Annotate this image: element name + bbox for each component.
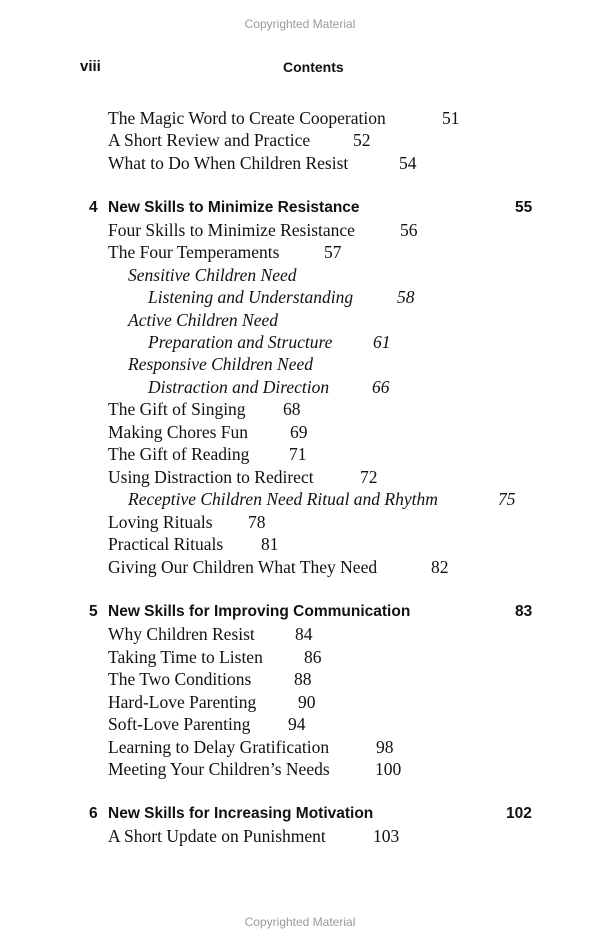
copyright-watermark-bottom: Copyrighted Material: [244, 915, 356, 929]
toc-entry-title: A Short Review and Practice: [108, 130, 311, 150]
toc-entry-title: Listening and Understanding: [148, 287, 354, 307]
toc-entry-title: Taking Time to Listen: [108, 647, 263, 667]
toc-entry: [108, 758, 402, 780]
toc-entry-title: The Gift of Singing: [108, 399, 246, 419]
toc-entry-title: Soft-Love Parenting: [108, 714, 251, 734]
chapter-title: New Skills for Improving Communication: [108, 603, 411, 620]
toc-entry: [108, 556, 449, 578]
toc-entry-title: What to Do When Children Resist: [108, 153, 349, 173]
toc-entry-page: 56: [400, 220, 418, 240]
chapter-title: New Skills for Increasing Motivation: [108, 805, 374, 822]
toc-entry-title: Hard-Love Parenting: [108, 692, 257, 712]
toc-entry-page: 86: [304, 647, 322, 667]
toc-entry-page: 51: [442, 108, 460, 128]
toc-entry: [108, 533, 279, 555]
toc-entry-page: 68: [283, 399, 301, 419]
toc-entry-page: 58: [397, 287, 415, 307]
toc-subentry: [128, 488, 516, 510]
toc-entry-page: 72: [360, 467, 378, 487]
running-head: Contents: [283, 59, 344, 75]
toc-entry-page: 52: [353, 130, 371, 150]
chapter-page: 83: [515, 603, 533, 620]
toc-entry: [108, 736, 394, 758]
toc-subentry: [128, 353, 313, 375]
toc-entry-page: 57: [324, 242, 342, 262]
toc-subentry: [148, 376, 390, 398]
chapter-number: 4: [89, 199, 98, 216]
toc-entry: [108, 511, 266, 533]
toc-entry-title: Active Children Need: [128, 310, 278, 330]
toc-entry: [108, 129, 371, 151]
toc-entry-page: 82: [431, 557, 449, 577]
toc-entry-title: Meeting Your Children’s Needs: [108, 759, 330, 779]
chapter-number: 6: [89, 805, 98, 822]
toc-entry: [108, 219, 418, 241]
toc-entry-title: The Two Conditions: [108, 669, 252, 689]
toc-entry-page: 66: [372, 377, 390, 397]
chapter-page: 102: [506, 805, 532, 822]
chapter-page: 55: [515, 199, 533, 216]
toc-entry-page: 71: [289, 444, 307, 464]
toc-entry-title: Making Chores Fun: [108, 422, 248, 442]
toc-entry: [108, 107, 460, 129]
toc-entry-page: 90: [298, 692, 316, 712]
toc-subentry: [148, 286, 415, 308]
toc-entry-page: 81: [261, 534, 279, 554]
toc-entry-page: 98: [376, 737, 394, 757]
toc-entry-page: 103: [373, 826, 400, 846]
toc-entry-title: Distraction and Direction: [148, 377, 330, 397]
toc-entry: [108, 646, 322, 668]
toc-entry-page: 78: [248, 512, 266, 532]
toc-entry-title: Responsive Children Need: [128, 354, 314, 374]
toc-entry-title: Giving Our Children What They Need: [108, 557, 378, 577]
toc-entry: [108, 713, 306, 735]
toc-entry-page: 69: [290, 422, 308, 442]
toc-entry: [108, 466, 378, 488]
chapter-title: New Skills to Minimize Resistance: [108, 199, 360, 216]
toc-entry-title: Why Children Resist: [108, 624, 255, 644]
toc-entry-title: The Magic Word to Create Cooperation: [108, 108, 386, 128]
toc-entry: [108, 152, 417, 174]
toc-entry: [108, 668, 312, 690]
toc-entry-title: Using Distraction to Redirect: [108, 467, 314, 487]
chapter-number: 5: [89, 603, 98, 620]
toc-entry-title: Four Skills to Minimize Resistance: [108, 220, 355, 240]
toc-entry-title: Loving Rituals: [108, 512, 213, 532]
toc-entry: [108, 825, 400, 847]
toc-entry-page: 75: [498, 489, 516, 509]
toc-subentry: [148, 331, 391, 353]
toc-entry-page: 94: [288, 714, 306, 734]
copyright-watermark-top: Copyrighted Material: [244, 17, 356, 31]
toc-entry: [108, 691, 316, 713]
toc-entry-page: 61: [373, 332, 391, 352]
toc-entry: [108, 398, 301, 420]
toc-entry-title: Receptive Children Need Ritual and Rhythm: [128, 489, 438, 509]
page-number: viii: [80, 58, 101, 75]
toc-entry: [108, 623, 313, 645]
toc-subentry: [128, 309, 278, 331]
toc-entry: [108, 421, 308, 443]
toc-entry-title: Practical Rituals: [108, 534, 224, 554]
toc-entry-title: The Four Temperaments: [108, 242, 280, 262]
toc-entry: [108, 443, 307, 465]
toc-entry-page: 88: [294, 669, 312, 689]
toc-entry-page: 54: [399, 153, 417, 173]
toc-entry-title: Preparation and Structure: [148, 332, 333, 352]
toc-entry-title: A Short Update on Punishment: [108, 826, 326, 846]
toc-entry-title: Learning to Delay Gratification: [108, 737, 330, 757]
toc-entry-title: The Gift of Reading: [108, 444, 250, 464]
toc-subentry: [128, 264, 296, 286]
toc-entry-page: 84: [295, 624, 313, 644]
toc-entry-title: Sensitive Children Need: [128, 265, 297, 285]
toc-entry: [108, 241, 342, 263]
toc-entry-page: 100: [375, 759, 402, 779]
